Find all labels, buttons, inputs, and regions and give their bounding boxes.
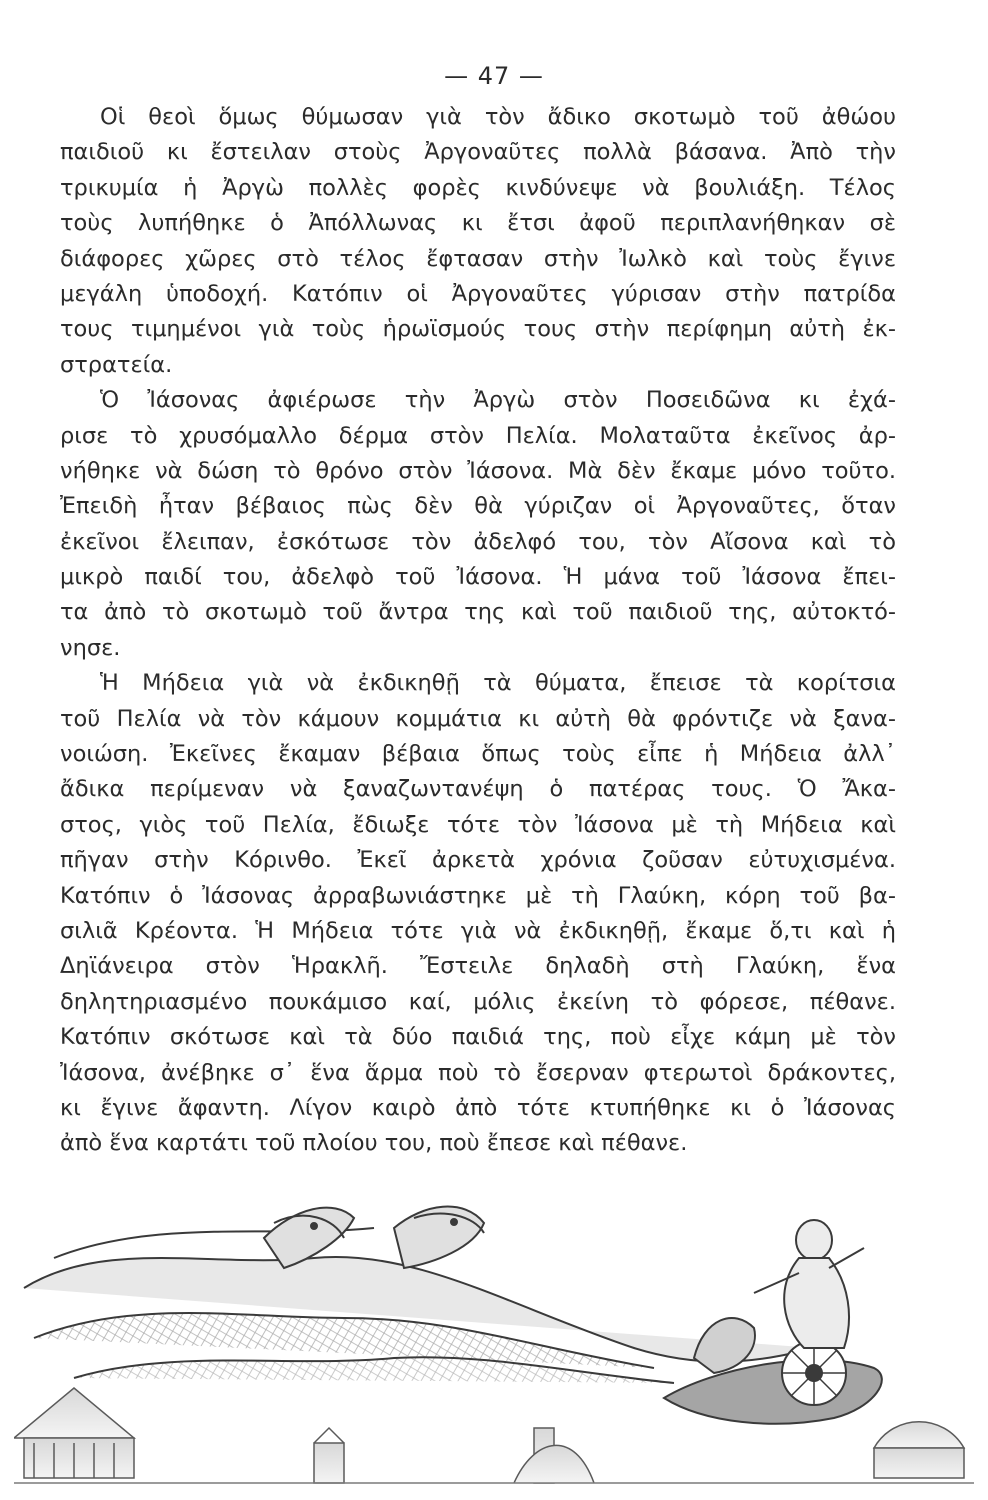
text-line: νησε. [60,634,121,661]
text-line: τοῦ Πελία νὰ τὸν κάμουν κομμάτια κι αὐτὴ θὰ φρόντιζε νὰ ξανα- [60,705,896,732]
text-line: παιδιοῦ κι ἔστειλαν στοὺς Ἀργοναῦτες πολλὰ βάσανα. Ἀπὸ τὴν [60,139,896,166]
text-line: Ὁ Ἰάσονας ἀφιέρωσε τὴν Ἀργὼ στὸν Ποσειδῶνα κι ἐχά- [100,387,896,414]
text-line: μικρὸ παιδί του, ἀδελφὸ τοῦ Ἰάσονα. Ἡ μάνα τοῦ Ἰάσονα ἔπει- [60,564,896,591]
text-line: τοὺς λυπήθηκε ὁ Ἀπόλλωνας κι ἔτσι ἀφοῦ περιπλανήθηκαν σὲ [60,210,896,237]
text-line: τρικυμία ἡ Ἀργὼ πολλὲς φορὲς κινδύνεψε νὰ βουλιάξη. Τέλος [60,174,896,201]
text-line: Κατόπιν σκότωσε καὶ τὰ δύο παιδιά της, ποὺ εἶχε κάμη μὲ τὸν [60,1024,896,1051]
body-text [60,100,896,1162]
text-line: κι ἔγινε ἄφαντη. Λίγον καιρὸ ἀπὸ τότε κτυπήθηκε κι ὁ Ἰάσονας [60,1094,896,1121]
text-line: στος, γιὸς τοῦ Πελία, ἔδιωξε τότε τὸν Ἰάσονα μὲ τὴ Μήδεια καὶ [60,811,896,838]
text-line: ἄδικα περίμεναν νὰ ξαναζωντανέψη ὁ πατέρας τους. Ὁ Ἄκα- [60,776,896,803]
text-line: Ἡ Μήδεια γιὰ νὰ ἐκδικηθῇ τὰ θύματα, ἔπεισε τὰ κορίτσια [100,670,896,697]
text-line: δηλητηριασμένο πουκάμισο καί, μόλις ἐκείνη τὸ φόρεσε, πέθανε. [60,988,896,1015]
dragon-chariot-illustration [14,1198,974,1488]
text-line: Δηϊάνειρα στὸν Ἡρακλῆ. Ἔστειλε δηλαδὴ στὴ Γλαύκη, ἕνα [60,953,896,980]
text-line: ἀπὸ ἕνα καρτάτι τοῦ πλοίου του, ποὺ ἔπεσε καὶ πέθανε. [60,1130,688,1157]
text-line: Ἐπειδὴ ἦταν βέβαιος πὼς δὲν θὰ γύριζαν οἱ Ἀργοναῦτες, ὅταν [60,493,896,520]
text-line: Κατόπιν ὁ Ἰάσονας ἀρραβωνιάστηκε μὲ τὴ Γλαύκη, κόρη τοῦ βα- [60,882,896,909]
text-line: τα ἀπὸ τὸ σκοτωμὸ τοῦ ἄντρα της καὶ τοῦ παιδιοῦ της, αὐτοκτό- [60,599,896,626]
text-line: Οἱ θεοὶ ὅμως θύμωσαν γιὰ τὸν ἄδικο σκοτωμὸ τοῦ ἀθώου [100,104,896,130]
text-line: νήθηκε νὰ δώση τὸ θρόνο στὸν Ἰάσονα. Μὰ δὲν ἔκαμε μόνο τοῦτο. [60,457,896,484]
text-line: πῆγαν στὴν Κόρινθο. Ἐκεῖ ἀρκετὰ χρόνια ζοῦσαν εὐτυχισμένα. [60,847,896,874]
text-line: ἐκεῖνοι ἔλειπαν, ἐσκότωσε τὸν ἀδελφό του, τὸν Αἴσονα καὶ τὸ [60,528,896,555]
text-line: σιλιᾶ Κρέοντα. Ἡ Μήδεια τότε γιὰ νὰ ἐκδικηθῇ, ἔκαμε ὅ,τι καὶ ἡ [60,917,896,944]
text-line: τους τιμημένοι γιὰ τοὺς ἡρωϊσμούς τους στὴν περίφημη αὐτὴ ἐκ- [60,316,896,343]
page-number: — 47 — [444,62,544,90]
text-line: μεγάλη ὑποδοχή. Κατόπιν οἱ Ἀργοναῦτες γύρισαν στὴν πατρίδα [60,280,896,307]
text-line: νοιώση. Ἐκεῖνες ἔκαμαν βέβαια ὅπως τοὺς εἶπε ἡ Μήδεια ἀλλ᾽ [60,741,896,768]
chariot [664,1318,882,1424]
medea-figure [754,1220,864,1348]
text-line: διάφορες χῶρες στὸ τέλος ἔφτασαν στὴν Ἰωλκὸ καὶ τοὺς ἔγινε [60,245,896,272]
text-line: ρισε τὸ χρυσόμαλλο δέρμα στὸν Πελία. Μολαταῦτα ἐκεῖνος ἀρ- [60,422,896,449]
text-line: στρατεία. [60,351,173,378]
text-line: Ἰάσονα, ἀνέβηκε σ᾽ ἕνα ἅρμα ποὺ τὸ ἔσερναν φτερωτοὶ δράκοντες, [60,1059,896,1086]
